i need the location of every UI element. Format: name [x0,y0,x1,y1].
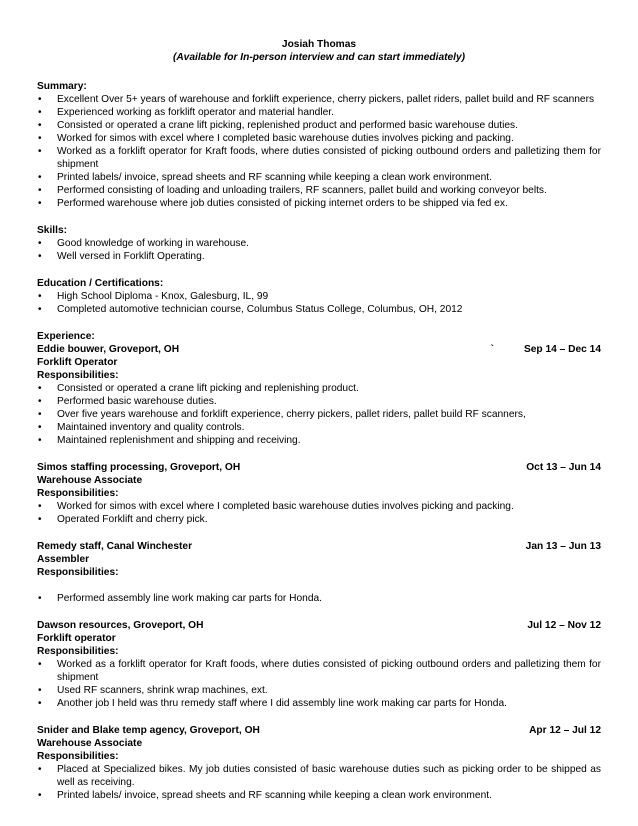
education-list [37,290,601,316]
list-item: • Placed at Specialized bikes. My job duties consisted of basic warehouse duties such as picking order to be shipped as well as receiving. [37,763,601,789]
job-mark: ` [490,344,494,355]
list-item: • Operated Forklift and cherry pick. [37,513,601,526]
list-item: • Experienced working as forklift operator and material handler. [37,106,601,119]
job-company: Eddie bouwer, Groveport, OH [37,344,180,355]
skills-heading: Skills: [37,225,68,236]
list-item: • High School Diploma - Knox, Galesburg, IL, 99 [37,290,601,303]
list-item: • Used RF scanners, shrink wrap machines, ext. [37,684,601,697]
job-entry [37,343,601,447]
job-entry [37,461,601,526]
summary-heading: Summary: [37,81,87,92]
job-role: Warehouse Associate [37,475,143,486]
job-role: Forklift operator [37,633,116,644]
blank-line [37,579,601,592]
list-item: • Performed consisting of loading and unloading trailers, RF scanners, pallet build and working conveyor belts. [37,184,601,197]
job-company: Remedy staff, Canal Winchester [37,541,193,552]
job-entry [37,724,601,802]
job-responsibilities [37,592,601,605]
list-item: • Performed basic warehouse duties. [37,395,601,408]
job-dates: Jul 12 – Nov 12 [527,620,601,631]
job-header [37,343,601,356]
job-company: Simos staffing processing, Groveport, OH [37,462,241,473]
job-role: Warehouse Associate [37,738,143,749]
list-item: • Printed labels/ invoice, spread sheets and RF scanning while keeping a clean work environment. [37,171,601,184]
responsibilities-heading: Responsibilities: [37,370,119,381]
list-item: • Completed automotive technician course, Columbus Status College, Columbus, OH, 2012 [37,303,601,316]
list-item: • Well versed in Forklift Operating. [37,250,601,263]
resume-name: Josiah Thomas [281,39,357,50]
job-role: Forklift Operator [37,357,118,368]
list-item: • Worked as a forklift operator for Kraft foods, where duties consisted of picking outbound orders and palletizing them for shipment [37,658,601,684]
education-heading: Education / Certifications: [37,278,164,289]
summary-section [37,80,601,210]
list-item: • Worked for simos with excel where I completed basic warehouse duties involves picking and packing. [37,132,601,145]
list-item: • Maintained inventory and quality controls. [37,421,601,434]
job-company: Dawson resources, Groveport, OH [37,620,204,631]
list-item: • Good knowledge of working in warehouse. [37,237,601,250]
job-responsibilities [37,658,601,710]
education-section [37,277,601,316]
list-item: • Performed assembly line work making car parts for Honda. [37,592,601,605]
job-header [37,540,601,553]
job-responsibilities [37,382,601,447]
skills-list [37,237,601,263]
list-item: • Consisted or operated a crane lift picking, replenished product and performed basic warehouse duties. [37,119,601,132]
responsibilities-heading: Responsibilities: [37,488,119,499]
list-item: • Another job I held was thru remedy staff where I did assembly line work making car parts for Honda. [37,697,601,710]
job-dates: Apr 12 – Jul 12 [529,725,601,736]
job-dates: Jan 13 – Jun 13 [525,541,601,552]
list-item: • Worked as a forklift operator for Kraft foods, where duties consisted of picking outbound orders and palletizing them for shipment [37,145,601,171]
job-entry [37,540,601,605]
experience-heading: Experience: [37,331,95,342]
resume-page [37,38,601,802]
list-item: • Maintained replenishment and shipping and receiving. [37,434,601,447]
job-dates: Oct 13 – Jun 14 [526,462,601,473]
experience-section [37,330,601,802]
responsibilities-heading: Responsibilities: [37,646,119,657]
job-company: Snider and Blake temp agency, Groveport, OH [37,725,260,736]
skills-section [37,224,601,263]
availability-note: (Available for In-person interview and can start immediately) [172,52,466,63]
job-responsibilities [37,500,601,526]
list-item: • Printed labels/ invoice, spread sheets and RF scanning while keeping a clean work environment. [37,789,601,802]
job-header [37,724,601,737]
summary-list [37,93,601,210]
list-item: • Over five years warehouse and forklift experience, cherry pickers, pallet riders, pallet build RF scanners, [37,408,601,421]
list-item: • Excellent Over 5+ years of warehouse and forklift experience, cherry pickers, pallet riders, pallet build and RF scanners [37,93,601,106]
job-role: Assembler [37,554,90,565]
job-entry [37,619,601,710]
responsibilities-heading: Responsibilities: [37,567,119,578]
job-responsibilities [37,763,601,802]
list-item: • Consisted or operated a crane lift picking and replenishing product. [37,382,601,395]
job-header [37,619,601,632]
list-item: • Worked for simos with excel where I completed basic warehouse duties involves picking and packing. [37,500,601,513]
job-header [37,461,601,474]
job-dates: Sep 14 – Dec 14 [523,344,601,355]
responsibilities-heading: Responsibilities: [37,751,119,762]
list-item: • Performed warehouse where job duties consisted of picking internet orders to be shipped via fed ex. [37,197,601,210]
